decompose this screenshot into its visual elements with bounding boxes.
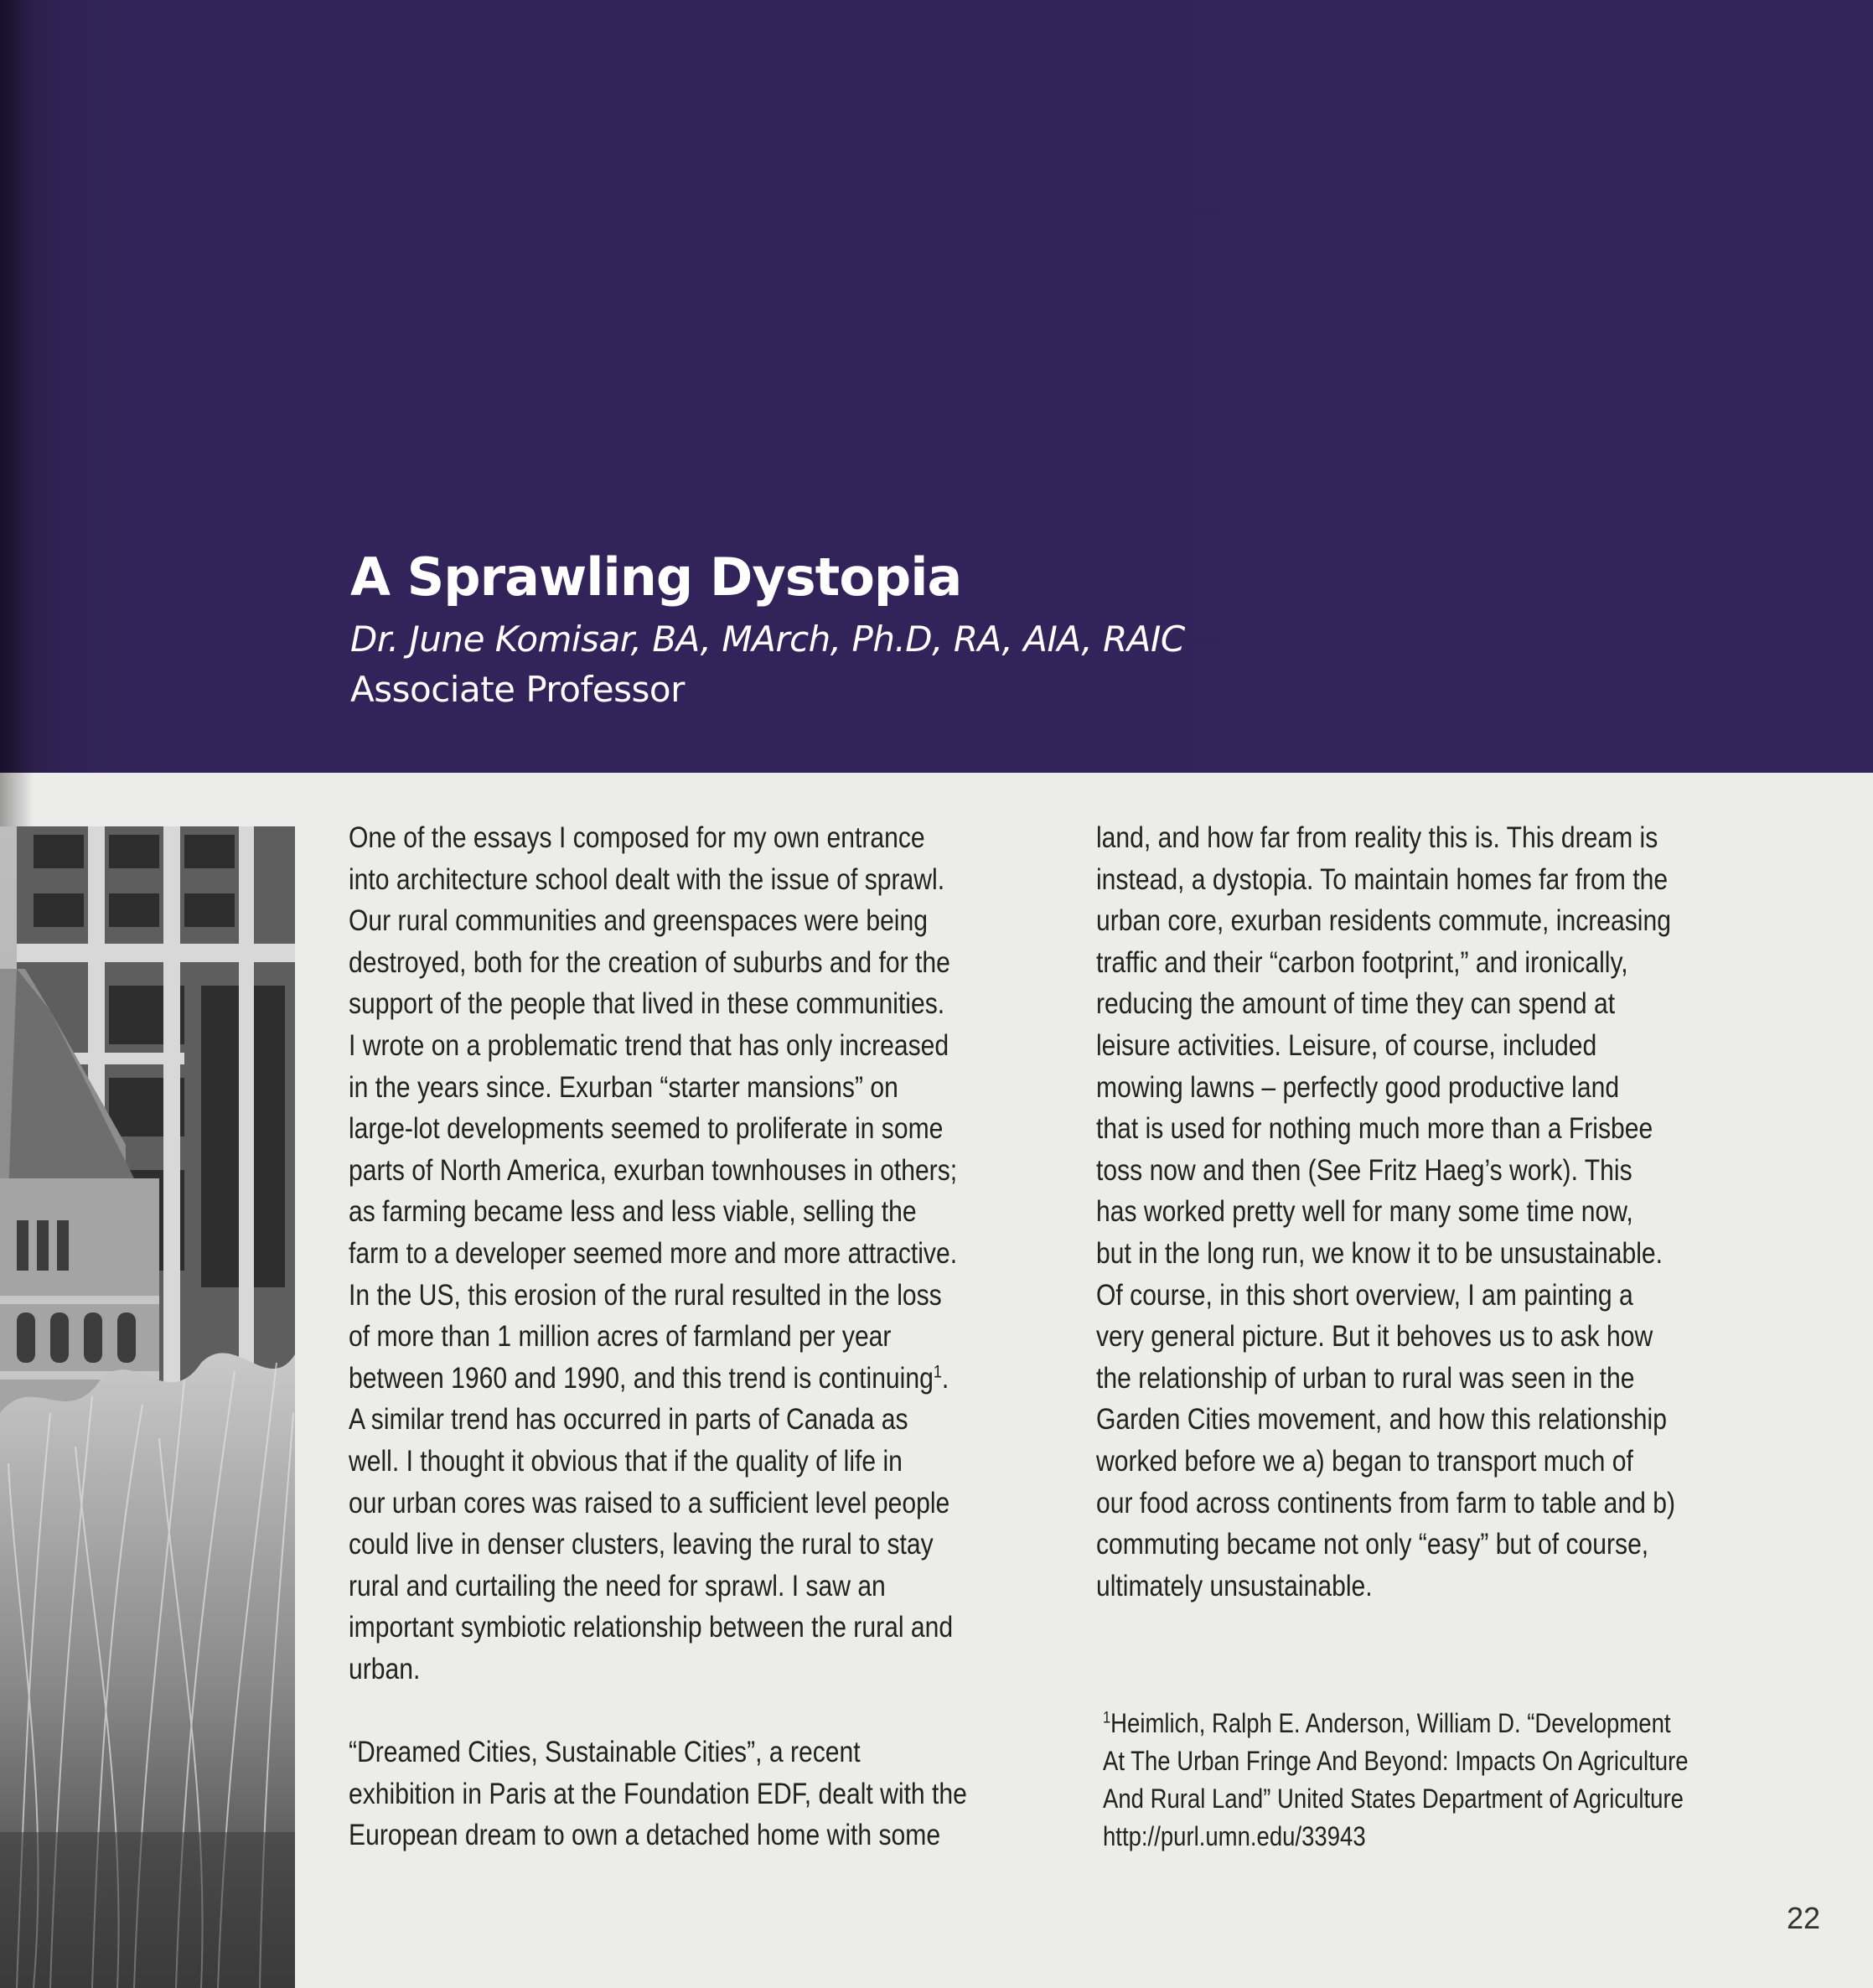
text-line: In the US, this erosion of the rural resulted in the loss: [349, 1278, 942, 1312]
text-line: instead, a dystopia. To maintain homes far from the: [1096, 862, 1669, 896]
text-line: large-lot developments seemed to proliferate in some: [349, 1112, 944, 1146]
text-line: urban core, exurban residents commute, increasing: [1096, 904, 1671, 938]
text-line: our food across continents from farm to table and b): [1096, 1486, 1675, 1519]
paragraph-1: [349, 817, 967, 1690]
text-line: has worked pretty well for many some time now,: [1096, 1195, 1633, 1229]
text-line: I wrote on a problematic trend that has only increased: [349, 1028, 949, 1062]
text-line: well. I thought it obvious that if the quality of life in: [349, 1444, 903, 1478]
text-line: as farming became less and less viable, selling the: [349, 1195, 917, 1229]
building-photo: [0, 826, 295, 1988]
footnote-marker: 1: [933, 1362, 942, 1382]
text-line: traffic and their “carbon footprint,” and ironically,: [1096, 945, 1628, 979]
footnote-marker: 1: [1103, 1709, 1111, 1727]
footnote-line: At The Urban Fringe And Beyond: Impacts On Agriculture: [1103, 1746, 1689, 1776]
text-line: destroyed, both for the creation of suburbs and for the: [349, 945, 950, 979]
footnote-line: [1103, 1705, 1689, 1742]
text-line: European dream to own a detached home with some: [349, 1819, 941, 1852]
text-line: One of the essays I composed for my own entrance: [349, 821, 925, 854]
text-line: parts of North America, exurban townhouses in others;: [349, 1153, 958, 1187]
page-number: 22: [1787, 1901, 1821, 1935]
text-line: mowing lawns – perfectly good productive land: [1096, 1070, 1620, 1104]
article-title: A Sprawling Dystopia: [350, 546, 962, 608]
footnote-url: http://purl.umn.edu/33943: [1103, 1821, 1366, 1851]
text-line: Of course, in this short overview, I am painting a: [1096, 1278, 1633, 1312]
text-line: could live in denser clusters, leaving the rural to stay: [349, 1528, 934, 1561]
building-photo-illustration: [0, 826, 295, 1988]
text-line: worked before we a) began to transport much of: [1096, 1444, 1633, 1478]
text-line: commuting became not only “easy” but of course,: [1096, 1528, 1649, 1561]
text-line: leisure activities. Leisure, of course, included: [1096, 1028, 1597, 1062]
left-column: [349, 817, 967, 1856]
text-line: in the years since. Exurban “starter mansions” on: [349, 1070, 898, 1104]
text-line: ultimately unsustainable.: [1096, 1569, 1373, 1602]
paragraph-2: [349, 1732, 967, 1856]
text-line: between 1960 and 1990, and this trend is continuing: [349, 1361, 934, 1395]
article-author: Dr. June Komisar, BA, MArch, Ph.D, RA, AIA, RAIC: [350, 619, 1185, 660]
text-line: of more than 1 million acres of farmland per year: [349, 1320, 892, 1354]
footnote: [1103, 1705, 1689, 1856]
text-line: into architecture school dealt with the issue of sprawl.: [349, 862, 945, 896]
text-line: very general picture. But it behoves us to ask how: [1096, 1320, 1653, 1354]
text-line: exhibition in Paris at the Foundation EDF, dealt with the: [349, 1777, 967, 1810]
text-line: toss now and then (See Fritz Haeg’s work). This: [1096, 1153, 1632, 1187]
text-line: but in the long run, we know it to be unsustainable.: [1096, 1236, 1663, 1270]
text-line: “Dreamed Cities, Sustainable Cities”, a recent: [349, 1736, 861, 1769]
text-line: support of the people that lived in these communities.: [349, 987, 945, 1021]
right-column: [1096, 817, 1675, 1607]
footnote-text: Heimlich, Ralph E. Anderson, William D. “Development: [1110, 1708, 1671, 1738]
paragraph-gap: [349, 1690, 967, 1732]
paragraph-2-continued: [1096, 817, 1675, 1607]
text-line: Garden Cities movement, and how this relationship: [1096, 1403, 1667, 1437]
text-line: the relationship of urban to rural was seen in the: [1096, 1361, 1635, 1395]
text-line: farm to a developer seemed more and more attractive.: [349, 1236, 958, 1270]
text-line: urban.: [349, 1652, 421, 1685]
sentence-end: .: [941, 1361, 949, 1395]
text-line: that is used for nothing much more than a Frisbee: [1096, 1112, 1653, 1146]
text-line: rural and curtailing the need for sprawl. I saw an: [349, 1569, 886, 1602]
text-line: Our rural communities and greenspaces were being: [349, 904, 928, 938]
text-line: important symbiotic relationship between the rural and: [349, 1611, 954, 1644]
text-line: our urban cores was raised to a sufficient level people: [349, 1486, 950, 1519]
footnote-line: And Rural Land” United States Department of Agriculture: [1103, 1784, 1684, 1814]
text-line: A similar trend has occurred in parts of Canada as: [349, 1403, 908, 1437]
text-line: land, and how far from reality this is. This dream is: [1096, 821, 1658, 854]
author-role: Associate Professor: [350, 669, 685, 710]
text-line: reducing the amount of time they can spend at: [1096, 987, 1616, 1021]
text-line-with-footnote: [349, 1358, 967, 1400]
